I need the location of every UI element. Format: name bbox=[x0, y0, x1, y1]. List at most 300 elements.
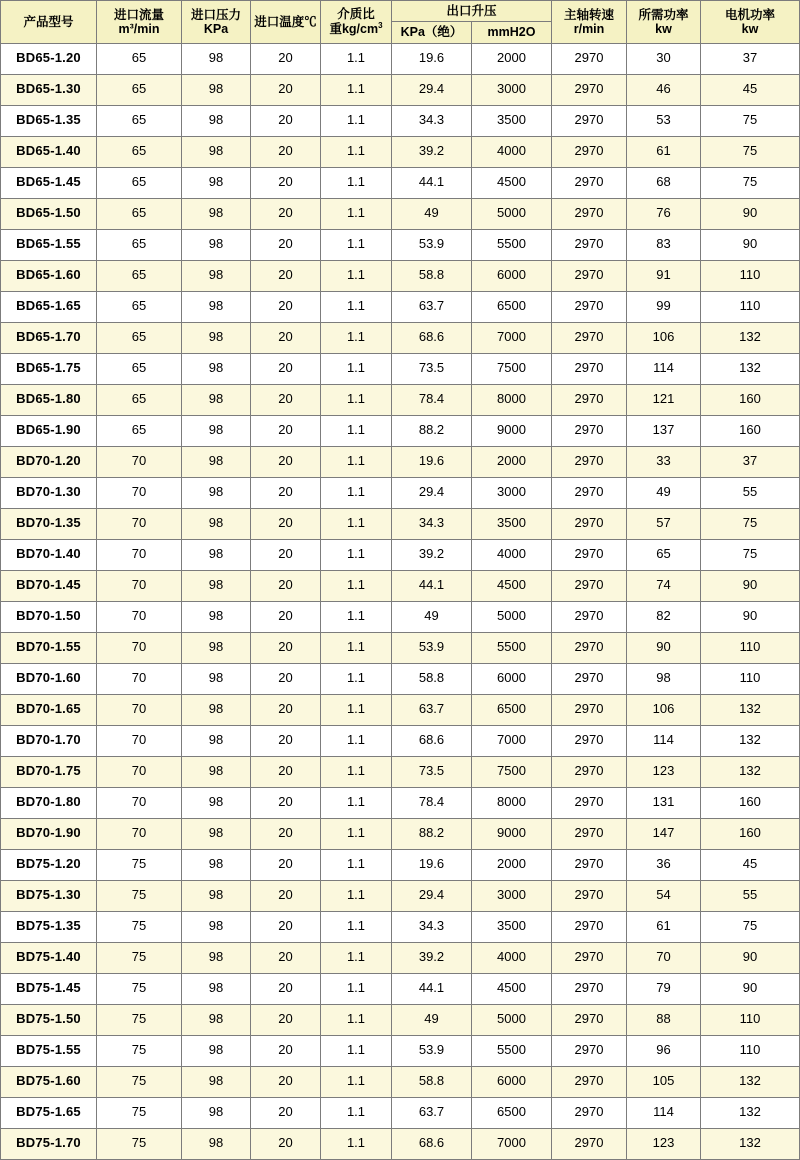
cell-inlet-flow: 75 bbox=[97, 911, 182, 942]
cell-required-power: 99 bbox=[627, 291, 701, 322]
cell-outlet-mmh2o: 7500 bbox=[472, 353, 552, 384]
cell-medium-ratio: 1.1 bbox=[321, 322, 392, 353]
cell-model: BD75-1.30 bbox=[1, 880, 97, 911]
cell-motor-power: 160 bbox=[701, 415, 800, 446]
cell-required-power: 123 bbox=[627, 1128, 701, 1159]
cell-inlet-pressure: 98 bbox=[182, 570, 251, 601]
cell-inlet-pressure: 98 bbox=[182, 260, 251, 291]
cell-outlet-kpa: 63.7 bbox=[392, 1097, 472, 1128]
cell-inlet-flow: 70 bbox=[97, 477, 182, 508]
cell-shaft-speed: 2970 bbox=[552, 756, 627, 787]
cell-inlet-pressure: 98 bbox=[182, 1035, 251, 1066]
cell-inlet-pressure: 98 bbox=[182, 694, 251, 725]
cell-inlet-temperature: 20 bbox=[251, 911, 321, 942]
cell-outlet-mmh2o: 2000 bbox=[472, 849, 552, 880]
cell-inlet-flow: 65 bbox=[97, 43, 182, 74]
table-row bbox=[1, 1035, 800, 1066]
table-row bbox=[1, 74, 800, 105]
cell-model: BD70-1.45 bbox=[1, 570, 97, 601]
cell-inlet-temperature: 20 bbox=[251, 694, 321, 725]
cell-model: BD75-1.55 bbox=[1, 1035, 97, 1066]
cell-required-power: 106 bbox=[627, 322, 701, 353]
cell-outlet-mmh2o: 5000 bbox=[472, 198, 552, 229]
cell-medium-ratio: 1.1 bbox=[321, 570, 392, 601]
table-row bbox=[1, 539, 800, 570]
cell-outlet-mmh2o: 5500 bbox=[472, 229, 552, 260]
cell-inlet-temperature: 20 bbox=[251, 477, 321, 508]
cell-inlet-flow: 75 bbox=[97, 1035, 182, 1066]
cell-required-power: 91 bbox=[627, 260, 701, 291]
cell-inlet-flow: 70 bbox=[97, 756, 182, 787]
cell-inlet-flow: 75 bbox=[97, 973, 182, 1004]
cell-outlet-kpa: 19.6 bbox=[392, 446, 472, 477]
cell-medium-ratio: 1.1 bbox=[321, 229, 392, 260]
cell-model: BD65-1.75 bbox=[1, 353, 97, 384]
cell-medium-ratio: 1.1 bbox=[321, 415, 392, 446]
column-header-medium-ratio-label: 介质比 bbox=[337, 6, 375, 21]
cell-required-power: 70 bbox=[627, 942, 701, 973]
table-row bbox=[1, 167, 800, 198]
table-row bbox=[1, 291, 800, 322]
cell-outlet-mmh2o: 3000 bbox=[472, 880, 552, 911]
cell-shaft-speed: 2970 bbox=[552, 1004, 627, 1035]
cell-model: BD75-1.45 bbox=[1, 973, 97, 1004]
cell-inlet-pressure: 98 bbox=[182, 725, 251, 756]
cell-inlet-pressure: 98 bbox=[182, 880, 251, 911]
cell-inlet-pressure: 98 bbox=[182, 136, 251, 167]
column-header-shaft-speed bbox=[552, 1, 627, 44]
cell-medium-ratio: 1.1 bbox=[321, 973, 392, 1004]
cell-shaft-speed: 2970 bbox=[552, 973, 627, 1004]
cell-inlet-flow: 70 bbox=[97, 818, 182, 849]
cell-required-power: 36 bbox=[627, 849, 701, 880]
cell-outlet-kpa: 78.4 bbox=[392, 787, 472, 818]
cell-medium-ratio: 1.1 bbox=[321, 1128, 392, 1159]
table-row bbox=[1, 911, 800, 942]
cell-model: BD65-1.80 bbox=[1, 384, 97, 415]
cell-inlet-flow: 70 bbox=[97, 663, 182, 694]
cell-inlet-flow: 75 bbox=[97, 1004, 182, 1035]
cell-outlet-mmh2o: 3500 bbox=[472, 105, 552, 136]
cell-outlet-mmh2o: 4000 bbox=[472, 942, 552, 973]
cell-model: BD75-1.20 bbox=[1, 849, 97, 880]
cell-outlet-mmh2o: 5500 bbox=[472, 1035, 552, 1066]
table-row bbox=[1, 632, 800, 663]
cell-shaft-speed: 2970 bbox=[552, 570, 627, 601]
column-header-motor-power-label: 电机功率 bbox=[725, 7, 776, 22]
cell-required-power: 106 bbox=[627, 694, 701, 725]
column-header-inlet-temperature bbox=[251, 1, 321, 44]
cell-shaft-speed: 2970 bbox=[552, 694, 627, 725]
cell-shaft-speed: 2970 bbox=[552, 1066, 627, 1097]
cell-required-power: 123 bbox=[627, 756, 701, 787]
cell-model: BD65-1.90 bbox=[1, 415, 97, 446]
cell-motor-power: 110 bbox=[701, 1035, 800, 1066]
table-row bbox=[1, 229, 800, 260]
cell-inlet-flow: 65 bbox=[97, 136, 182, 167]
cell-motor-power: 110 bbox=[701, 632, 800, 663]
column-header-model-label: 产品型号 bbox=[23, 14, 74, 29]
cell-outlet-kpa: 73.5 bbox=[392, 353, 472, 384]
cell-inlet-temperature: 20 bbox=[251, 973, 321, 1004]
table-row bbox=[1, 1128, 800, 1159]
cell-inlet-flow: 70 bbox=[97, 570, 182, 601]
cell-medium-ratio: 1.1 bbox=[321, 105, 392, 136]
cell-outlet-kpa: 88.2 bbox=[392, 415, 472, 446]
cell-shaft-speed: 2970 bbox=[552, 167, 627, 198]
cell-medium-ratio: 1.1 bbox=[321, 291, 392, 322]
cell-motor-power: 75 bbox=[701, 136, 800, 167]
cell-motor-power: 160 bbox=[701, 787, 800, 818]
cell-model: BD70-1.65 bbox=[1, 694, 97, 725]
table-row bbox=[1, 601, 800, 632]
cell-model: BD65-1.30 bbox=[1, 74, 97, 105]
cell-inlet-flow: 65 bbox=[97, 229, 182, 260]
cell-shaft-speed: 2970 bbox=[552, 105, 627, 136]
cell-outlet-mmh2o: 4500 bbox=[472, 973, 552, 1004]
cell-outlet-kpa: 34.3 bbox=[392, 911, 472, 942]
cell-model: BD65-1.60 bbox=[1, 260, 97, 291]
cell-outlet-mmh2o: 6000 bbox=[472, 260, 552, 291]
cell-outlet-kpa: 39.2 bbox=[392, 136, 472, 167]
table-row bbox=[1, 694, 800, 725]
cell-medium-ratio: 1.1 bbox=[321, 818, 392, 849]
table-row bbox=[1, 477, 800, 508]
cell-motor-power: 132 bbox=[701, 1097, 800, 1128]
cell-inlet-temperature: 20 bbox=[251, 136, 321, 167]
cell-motor-power: 132 bbox=[701, 353, 800, 384]
cell-model: BD75-1.65 bbox=[1, 1097, 97, 1128]
cell-shaft-speed: 2970 bbox=[552, 43, 627, 74]
cell-inlet-pressure: 98 bbox=[182, 973, 251, 1004]
cell-model: BD70-1.70 bbox=[1, 725, 97, 756]
cell-shaft-speed: 2970 bbox=[552, 1097, 627, 1128]
cell-model: BD75-1.40 bbox=[1, 942, 97, 973]
cell-motor-power: 75 bbox=[701, 105, 800, 136]
cell-required-power: 68 bbox=[627, 167, 701, 198]
column-header-outlet-kpa-label: KPa（绝） bbox=[400, 25, 463, 40]
cell-inlet-flow: 70 bbox=[97, 694, 182, 725]
cell-inlet-temperature: 20 bbox=[251, 756, 321, 787]
cell-shaft-speed: 2970 bbox=[552, 1035, 627, 1066]
cell-inlet-pressure: 98 bbox=[182, 632, 251, 663]
cell-required-power: 137 bbox=[627, 415, 701, 446]
cell-model: BD65-1.55 bbox=[1, 229, 97, 260]
cell-medium-ratio: 1.1 bbox=[321, 508, 392, 539]
cell-required-power: 114 bbox=[627, 1097, 701, 1128]
cell-inlet-pressure: 98 bbox=[182, 353, 251, 384]
column-header-motor-power bbox=[701, 1, 800, 44]
cell-outlet-kpa: 44.1 bbox=[392, 570, 472, 601]
column-header-motor-power-unit: kw bbox=[741, 21, 759, 36]
cell-inlet-pressure: 98 bbox=[182, 43, 251, 74]
cell-inlet-temperature: 20 bbox=[251, 942, 321, 973]
cell-model: BD75-1.60 bbox=[1, 1066, 97, 1097]
cell-inlet-flow: 65 bbox=[97, 384, 182, 415]
cell-inlet-temperature: 20 bbox=[251, 105, 321, 136]
table-row bbox=[1, 508, 800, 539]
cell-shaft-speed: 2970 bbox=[552, 663, 627, 694]
cell-motor-power: 132 bbox=[701, 694, 800, 725]
cell-inlet-temperature: 20 bbox=[251, 229, 321, 260]
table-header bbox=[1, 1, 800, 44]
column-header-inlet-pressure-label: 进口压力 bbox=[190, 7, 241, 22]
table-row bbox=[1, 105, 800, 136]
cell-outlet-kpa: 68.6 bbox=[392, 1128, 472, 1159]
cell-outlet-mmh2o: 2000 bbox=[472, 43, 552, 74]
cell-inlet-temperature: 20 bbox=[251, 1004, 321, 1035]
table-row bbox=[1, 260, 800, 291]
cell-motor-power: 132 bbox=[701, 1128, 800, 1159]
table-row bbox=[1, 663, 800, 694]
table-row bbox=[1, 1066, 800, 1097]
cell-inlet-flow: 65 bbox=[97, 167, 182, 198]
cell-inlet-flow: 70 bbox=[97, 539, 182, 570]
cell-outlet-mmh2o: 6000 bbox=[472, 663, 552, 694]
cell-shaft-speed: 2970 bbox=[552, 849, 627, 880]
cell-inlet-pressure: 98 bbox=[182, 167, 251, 198]
cell-inlet-flow: 70 bbox=[97, 787, 182, 818]
cell-inlet-pressure: 98 bbox=[182, 911, 251, 942]
cell-outlet-kpa: 53.9 bbox=[392, 229, 472, 260]
cell-inlet-temperature: 20 bbox=[251, 787, 321, 818]
cell-medium-ratio: 1.1 bbox=[321, 353, 392, 384]
cell-medium-ratio: 1.1 bbox=[321, 167, 392, 198]
cell-inlet-temperature: 20 bbox=[251, 446, 321, 477]
cell-motor-power: 90 bbox=[701, 229, 800, 260]
column-header-inlet-flow bbox=[97, 1, 182, 44]
cell-inlet-temperature: 20 bbox=[251, 1066, 321, 1097]
cell-medium-ratio: 1.1 bbox=[321, 601, 392, 632]
cell-inlet-pressure: 98 bbox=[182, 74, 251, 105]
cell-medium-ratio: 1.1 bbox=[321, 1066, 392, 1097]
cell-model: BD75-1.35 bbox=[1, 911, 97, 942]
cell-motor-power: 160 bbox=[701, 818, 800, 849]
cell-outlet-kpa: 58.8 bbox=[392, 260, 472, 291]
cell-medium-ratio: 1.1 bbox=[321, 384, 392, 415]
cell-outlet-kpa: 63.7 bbox=[392, 694, 472, 725]
column-header-inlet-temperature-label: 进口温度℃ bbox=[254, 14, 317, 29]
cell-outlet-kpa: 19.6 bbox=[392, 849, 472, 880]
cell-shaft-speed: 2970 bbox=[552, 74, 627, 105]
cell-medium-ratio: 1.1 bbox=[321, 880, 392, 911]
cell-outlet-mmh2o: 7000 bbox=[472, 1128, 552, 1159]
cell-inlet-pressure: 98 bbox=[182, 198, 251, 229]
table-row bbox=[1, 198, 800, 229]
cell-inlet-pressure: 98 bbox=[182, 446, 251, 477]
cell-inlet-pressure: 98 bbox=[182, 384, 251, 415]
column-header-required-power-label: 所需功率 bbox=[638, 7, 689, 22]
cell-motor-power: 110 bbox=[701, 291, 800, 322]
cell-model: BD70-1.60 bbox=[1, 663, 97, 694]
cell-outlet-mmh2o: 5500 bbox=[472, 632, 552, 663]
cell-outlet-kpa: 88.2 bbox=[392, 818, 472, 849]
cell-model: BD65-1.45 bbox=[1, 167, 97, 198]
cell-outlet-mmh2o: 9000 bbox=[472, 415, 552, 446]
cell-outlet-mmh2o: 3000 bbox=[472, 74, 552, 105]
cell-outlet-kpa: 49 bbox=[392, 601, 472, 632]
cell-inlet-pressure: 98 bbox=[182, 291, 251, 322]
cell-outlet-kpa: 53.9 bbox=[392, 1035, 472, 1066]
cell-outlet-mmh2o: 4000 bbox=[472, 136, 552, 167]
cell-shaft-speed: 2970 bbox=[552, 601, 627, 632]
column-header-required-power bbox=[627, 1, 701, 44]
cell-motor-power: 90 bbox=[701, 198, 800, 229]
cell-motor-power: 132 bbox=[701, 756, 800, 787]
cell-inlet-flow: 65 bbox=[97, 353, 182, 384]
column-header-model bbox=[1, 1, 97, 44]
cell-model: BD65-1.35 bbox=[1, 105, 97, 136]
cell-motor-power: 45 bbox=[701, 849, 800, 880]
cell-outlet-mmh2o: 8000 bbox=[472, 787, 552, 818]
cell-motor-power: 45 bbox=[701, 74, 800, 105]
cell-medium-ratio: 1.1 bbox=[321, 756, 392, 787]
cell-medium-ratio: 1.1 bbox=[321, 539, 392, 570]
column-header-medium-ratio-unit-text: 重kg/cm bbox=[329, 22, 379, 37]
cell-outlet-mmh2o: 9000 bbox=[472, 818, 552, 849]
cell-inlet-temperature: 20 bbox=[251, 1035, 321, 1066]
cell-inlet-flow: 65 bbox=[97, 322, 182, 353]
cell-inlet-pressure: 98 bbox=[182, 539, 251, 570]
cell-shaft-speed: 2970 bbox=[552, 198, 627, 229]
cell-motor-power: 75 bbox=[701, 911, 800, 942]
cell-inlet-flow: 65 bbox=[97, 198, 182, 229]
cell-shaft-speed: 2970 bbox=[552, 384, 627, 415]
cell-inlet-temperature: 20 bbox=[251, 322, 321, 353]
cell-outlet-mmh2o: 4500 bbox=[472, 167, 552, 198]
cell-inlet-flow: 75 bbox=[97, 880, 182, 911]
cell-model: BD70-1.90 bbox=[1, 818, 97, 849]
cell-inlet-pressure: 98 bbox=[182, 477, 251, 508]
cell-required-power: 114 bbox=[627, 353, 701, 384]
cell-inlet-flow: 75 bbox=[97, 849, 182, 880]
cell-shaft-speed: 2970 bbox=[552, 446, 627, 477]
cell-motor-power: 55 bbox=[701, 880, 800, 911]
table-row bbox=[1, 880, 800, 911]
cell-inlet-pressure: 98 bbox=[182, 415, 251, 446]
cell-inlet-flow: 70 bbox=[97, 601, 182, 632]
cell-medium-ratio: 1.1 bbox=[321, 1004, 392, 1035]
cell-inlet-temperature: 20 bbox=[251, 849, 321, 880]
cell-outlet-kpa: 49 bbox=[392, 1004, 472, 1035]
cell-outlet-kpa: 73.5 bbox=[392, 756, 472, 787]
cell-model: BD70-1.75 bbox=[1, 756, 97, 787]
cell-inlet-temperature: 20 bbox=[251, 663, 321, 694]
cell-shaft-speed: 2970 bbox=[552, 911, 627, 942]
cell-motor-power: 37 bbox=[701, 43, 800, 74]
cell-outlet-mmh2o: 3000 bbox=[472, 477, 552, 508]
cell-model: BD70-1.80 bbox=[1, 787, 97, 818]
cell-outlet-mmh2o: 7500 bbox=[472, 756, 552, 787]
cell-motor-power: 75 bbox=[701, 167, 800, 198]
cell-shaft-speed: 2970 bbox=[552, 942, 627, 973]
cell-inlet-temperature: 20 bbox=[251, 725, 321, 756]
cell-outlet-mmh2o: 3500 bbox=[472, 911, 552, 942]
cell-required-power: 121 bbox=[627, 384, 701, 415]
cell-outlet-mmh2o: 6000 bbox=[472, 1066, 552, 1097]
cell-medium-ratio: 1.1 bbox=[321, 911, 392, 942]
cell-motor-power: 132 bbox=[701, 1066, 800, 1097]
cell-outlet-kpa: 39.2 bbox=[392, 539, 472, 570]
cell-shaft-speed: 2970 bbox=[552, 291, 627, 322]
cell-required-power: 46 bbox=[627, 74, 701, 105]
cell-inlet-temperature: 20 bbox=[251, 384, 321, 415]
column-header-required-power-unit: kw bbox=[655, 21, 672, 36]
cell-medium-ratio: 1.1 bbox=[321, 446, 392, 477]
cell-required-power: 147 bbox=[627, 818, 701, 849]
cell-shaft-speed: 2970 bbox=[552, 229, 627, 260]
cell-medium-ratio: 1.1 bbox=[321, 260, 392, 291]
table-row bbox=[1, 322, 800, 353]
cell-motor-power: 90 bbox=[701, 601, 800, 632]
cell-required-power: 82 bbox=[627, 601, 701, 632]
cell-inlet-flow: 75 bbox=[97, 1128, 182, 1159]
cell-model: BD65-1.65 bbox=[1, 291, 97, 322]
table-row bbox=[1, 787, 800, 818]
cell-shaft-speed: 2970 bbox=[552, 508, 627, 539]
cell-inlet-flow: 70 bbox=[97, 725, 182, 756]
cell-inlet-flow: 70 bbox=[97, 508, 182, 539]
cell-required-power: 33 bbox=[627, 446, 701, 477]
cell-outlet-mmh2o: 8000 bbox=[472, 384, 552, 415]
cell-outlet-kpa: 68.6 bbox=[392, 322, 472, 353]
cell-inlet-pressure: 98 bbox=[182, 601, 251, 632]
cell-shaft-speed: 2970 bbox=[552, 725, 627, 756]
cell-required-power: 96 bbox=[627, 1035, 701, 1066]
cell-outlet-kpa: 78.4 bbox=[392, 384, 472, 415]
cell-inlet-pressure: 98 bbox=[182, 105, 251, 136]
cell-required-power: 76 bbox=[627, 198, 701, 229]
cell-outlet-mmh2o: 3500 bbox=[472, 508, 552, 539]
cell-motor-power: 75 bbox=[701, 508, 800, 539]
cell-inlet-flow: 70 bbox=[97, 632, 182, 663]
column-header-outlet-kpa bbox=[392, 22, 472, 43]
cell-motor-power: 75 bbox=[701, 539, 800, 570]
cell-inlet-pressure: 98 bbox=[182, 1066, 251, 1097]
cell-inlet-flow: 65 bbox=[97, 260, 182, 291]
cell-inlet-pressure: 98 bbox=[182, 663, 251, 694]
cell-inlet-temperature: 20 bbox=[251, 1097, 321, 1128]
table-row bbox=[1, 725, 800, 756]
table-row bbox=[1, 818, 800, 849]
cell-required-power: 79 bbox=[627, 973, 701, 1004]
cell-shaft-speed: 2970 bbox=[552, 136, 627, 167]
cell-medium-ratio: 1.1 bbox=[321, 694, 392, 725]
cell-model: BD65-1.70 bbox=[1, 322, 97, 353]
cell-shaft-speed: 2970 bbox=[552, 1128, 627, 1159]
cell-outlet-kpa: 34.3 bbox=[392, 105, 472, 136]
cell-model: BD65-1.20 bbox=[1, 43, 97, 74]
cell-inlet-pressure: 98 bbox=[182, 787, 251, 818]
cell-inlet-flow: 65 bbox=[97, 74, 182, 105]
cell-medium-ratio: 1.1 bbox=[321, 1035, 392, 1066]
cell-inlet-pressure: 98 bbox=[182, 229, 251, 260]
cell-inlet-flow: 65 bbox=[97, 105, 182, 136]
cell-required-power: 30 bbox=[627, 43, 701, 74]
cell-motor-power: 90 bbox=[701, 942, 800, 973]
cell-required-power: 88 bbox=[627, 1004, 701, 1035]
column-header-shaft-speed-label: 主轴转速 bbox=[564, 7, 615, 22]
cell-model: BD70-1.40 bbox=[1, 539, 97, 570]
table-body bbox=[1, 43, 800, 1159]
column-header-inlet-flow-label: 进口流量 bbox=[113, 7, 164, 22]
cell-motor-power: 110 bbox=[701, 663, 800, 694]
cell-model: BD70-1.35 bbox=[1, 508, 97, 539]
cell-outlet-kpa: 53.9 bbox=[392, 632, 472, 663]
cell-inlet-flow: 70 bbox=[97, 446, 182, 477]
column-header-inlet-flow-unit: m³/min bbox=[118, 21, 160, 36]
cell-medium-ratio: 1.1 bbox=[321, 725, 392, 756]
